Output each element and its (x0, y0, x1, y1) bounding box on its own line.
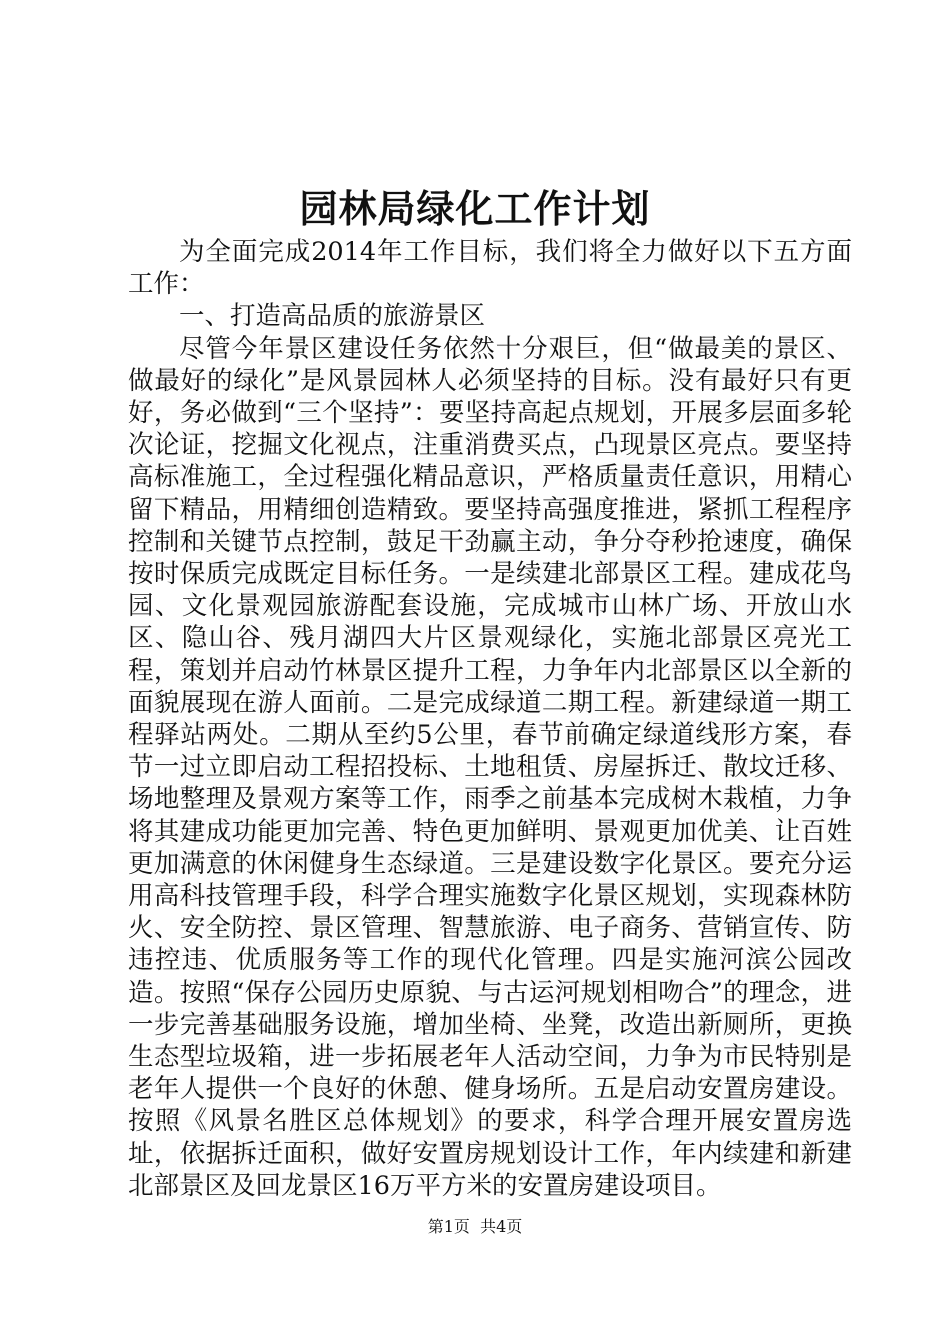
document-title: 园林局绿化工作计划 (299, 186, 651, 231)
body-paragraph: 尽管今年景区建设任务依然十分艰巨，但“做最美的景区、做最好的绿化”是风景园林人必须坚持的目标。没有最好只有更好，务必做到“三个坚持”：要坚持高起点规划，开展多层面多轮次论证，挖掘文化视点，注重消费买点，凸现景区亮点。要坚持高标准施工，全过程强化精品意识，严格质量责任意识，用精心留下精品，用精细创造精致。要坚持高强度推进，紧抓工程程序控制和关键节点控制，鼓足干劲赢主动，争分夺秒抢速度，确保按时保质完成既定目标任务。一是续建北部景区工程。建成花鸟园、文化景观园旅游配套设施，完成城市山林广场、开放山水区、隐山谷、残月湖四大片区景观绿化，实施北部景区亮光工程，策划并启动竹林景区提升工程，力争年内北部景区以全新的面貌展现在游人面前。二是完成绿道二期工程。新建绿道一期工程驿站两处。二期从至约5公里，春节前确定绿道线形方案，春节一过立即启动工程招投标、土地租赁、房屋拆迁、散坟迁移、场地整理及景观方案等工作，雨季之前基本完成树木栽植，力争将其建成功能更加完善、特色更加鲜明、景观更加优美、让百姓更加满意的休闲健身生态绿道。三是建设数字化景区。要充分运用高科技管理手段，科学合理实施数字化景区规划，实现森林防火、安全防控、景区管理、智慧旅游、电子商务、营销宣传、防违控违、优质服务等工作的现代化管理。四是实施河滨公园改造。按照“保存公园历史原貌、与古运河规划相吻合”的理念，进一步完善基础服务设施，增加坐椅、坐凳，改造出新厕所，更换生态型垃圾箱，进一步拓展老年人活动空间，力争为市民特别是老年人提供一个良好的休憩、健身场所。五是启动安置房建设。按照《风景名胜区总体规划》的要求，科学合理开展安置房选址，依据拆迁面积，做好安置房规划设计工作，年内续建和新建北部景区及回龙景区16万平方米的安置房建设项目。 (128, 333, 852, 1201)
page-footer (0, 1215, 950, 1239)
section-heading: 一、打造高品质的旅游景区 (179, 301, 486, 332)
page-number: 第1页 共4页 (427, 1217, 523, 1236)
intro-paragraph: 为全面完成2014年工作目标，我们将全力做好以下五方面工作： (128, 237, 852, 300)
document-body (128, 236, 852, 1202)
